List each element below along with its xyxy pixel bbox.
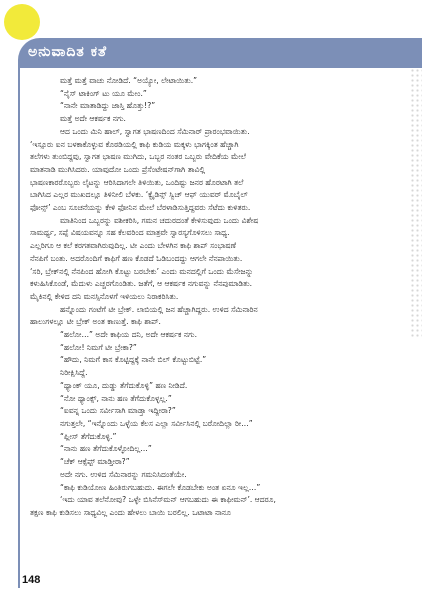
story-paragraph	[30, 431, 406, 444]
text-line: “ನೈಸ್ ಟಾಕಿಂಗ್ ಟು ಯೂ ಮೇಂ.”	[60, 88, 147, 98]
text-line: ಫೋನ್ಸ್’ ಎಂಬ ಸೂಚನೆಯನ್ನು ಕೇಳಿ ಫೋನಿನ ಮೇಲೆ ಬೆರಳಾಡಿಸುತ್ತಿದ್ದವರು ಸೆಟೆದು ಕುಳಿತರು.	[30, 203, 251, 213]
story-paragraph	[30, 405, 406, 418]
story-paragraph	[30, 418, 406, 431]
text-line: ಮೈಕಿನಲ್ಲಿ ಕೇಳಿದ ದನಿ ಮನಸ್ಸಿನೊಳಗೆ ಇಳಿಯಲು ನಿರಾಕರಿಸಿತು.	[30, 291, 179, 301]
text-line: ಎಲ್ಲರಿಗೂ ಆ ಕಲೆ ಕರಗತವಾಗಿರುವುದಿಲ್ಲ. ಟೀ ಎಂದು ಬೇಳಗಿನ ಕಾಫಿ ಶಾಪ್ ಸಂಭಾಷಣೆ	[30, 241, 237, 251]
story-paragraph	[30, 494, 406, 519]
text-line: ತಕ್ಷಣ ಕಾಫಿ ಕುಡಿಸಲು ಸಾಧ್ಯವಿಲ್ಲ ಎಂದು ಹೇಳಲು ಬಾಯಿ ಬರಲಿಲ್ಲ. ಒಟಾಟಾ ನಾನೂ	[30, 507, 231, 517]
story-paragraph	[30, 304, 406, 329]
text-line: ಆದ ಒಂದು ಮಿನಿ ಹಾಲ್, ಸ್ವಾಗತ ಭಾಷಣದಿಂದ ಸೆಮಿನಾರ್ ಪ್ರಾರಂಭವಾಯಿತು.	[60, 126, 250, 136]
right-dot-pattern	[410, 68, 422, 338]
text-line: ಮಾತಿನಿಂದ ಒಬ್ಬರನ್ನು ವಶೀಕರಿಸಿ, ಗಮನ ಚದುರದಂತೆ ಕೇಳಿಸುವುದು ಒಂದು ವಿಶೇಷ	[60, 215, 259, 225]
text-line: ಕಳುಹಿಸಿಕೊಂಡೆ, ಮೆದುಳು ಎಚ್ಚರಗೊಂಡಿತು. ಜತೆಗೆ, ಆ ಆಕರ್ಷಕ ನಗುವನ್ನು ನೆನಪುಮಾಡಿತು.	[30, 279, 253, 289]
text-line: ‘ಇದು ಯಾವ ತಲೆನೋವು? ಒಳ್ಳೇ ಬಿಸಿನೆಸ್‌ಮನ್ ಆಗಬಹುದು ಈ ಕಾಫೀಮನ್’. ಆದರೂ,	[60, 495, 276, 505]
story-paragraph	[30, 443, 406, 456]
story-paragraph	[30, 367, 406, 380]
story-paragraph	[30, 88, 406, 101]
story-paragraph	[30, 215, 406, 304]
text-line: ‘ಇಸ್ಸೂರು ಐನ ಬಳಕಾಕೊಳ್ಳುವ ಕೊಠಡಿಯಲ್ಲಿ ಕಾಫಿ ಕುಡಿಯ ಮಕ್ಕಳು ಭಾಗಕ್ಕಿಂತ ಹೆಚ್ಚಾಗಿ	[30, 139, 239, 149]
text-line: ಸಾಮರ್ಥ್ಯ, ಸಪ್ಪೆ ವಿಷಯವನ್ನೂ ಸಹ ಕೆಲವರಿಂದ ಮಾತ್ರವೇ ಸ್ವಾರಸ್ಯಗೊಳಿಸಲು ಸಾಧ್ಯ.	[30, 228, 230, 238]
left-margin-rule	[18, 68, 20, 588]
text-line: ಹನ್ನೊಂದು ಗಂಟೆಗೆ ಟೀ ಬ್ರೇಕ್. ಲಾಬಿಯಲ್ಲಿ ಜನ ಹೆಚ್ಚಾಗಿದ್ದರು. ಉಳಿದ ಸೆಮಿನಾರಿನ	[60, 304, 258, 314]
text-line: ಹಾಲುಗಳಲ್ಲೂ ಟೀ ಬ್ರೇಕ್ ಅಂತ ಕಾಣುತ್ತೆ. ಕಾಫಿ ಶಾಪ್.	[30, 317, 161, 327]
text-line: “ಕಾಫಿ ಕುಡಿಯೋಣ ಹಿಂತಿರುಗಬಹುದು. ಈಗಲೇ ಕೊಡಬೇಕು ಅಂತ ಏನೂ ಇಲ್ಲ…”	[60, 482, 261, 492]
text-line: “ಚೆಕ್ ಆಕ್ಸೆಪ್ಟ್ ಮಾಡ್ತೀರಾ?”	[60, 457, 130, 467]
text-line: ಅದೇ ನಗು. ಉಳಿದ ಸೆಮಿನಾರನ್ನು ಗಮನಿಸಿದಂತೆಯೇ.	[60, 469, 187, 479]
story-paragraph	[30, 329, 406, 342]
text-line: ಮತ್ತೆ ಅದೇ ಆಕರ್ಷಕ ನಗು.	[60, 114, 126, 124]
text-line: ಮತ್ತೆ ಮತ್ತೆ ವಾಚು ನೋಡಿದೆ. “ಅಯ್ಯೋ, ಲೇಟಾಯಿತು.”	[60, 76, 198, 85]
text-line: “ನಾನೇ ಮಾತಾಡಿದ್ದು ಜಾಸ್ತಿ ಹೊತ್ತು!?”	[60, 101, 156, 111]
story-paragraph	[30, 75, 406, 88]
story-paragraph	[30, 380, 406, 393]
text-line: ನಗುತ್ತಲೇ, “ಇನ್ನೊಂದು ಒಳ್ಳೆಯ ಕೆಲಸ ಎಲ್ಲಾ ಸರ್ವೀಸಿನಲ್ಲಿ ಬರೋದಿಲ್ಲಾ ರೀ…”	[60, 418, 253, 428]
story-paragraph	[30, 393, 406, 406]
story-paragraph	[30, 456, 406, 469]
text-line: ‘ಸರಿ, ಬ್ರೇಕ್‌ನಲ್ಲಿ ನೆನಪಿಂದ ಹೋಗಿ ಕೊಟ್ಟು ಬರಬೇಕು’ ಎಂದು ಮನದಲ್ಲಿಗೆ ಒಂದು ಮೆಸೇಜನ್ನು	[30, 266, 254, 276]
text-line: “ಹಲೋ! ನಿಮಗೆ ಟೀ ಬ್ರೇಕಾ?”	[60, 342, 137, 352]
text-line: “ಹಲೋ…” ಅದೇ ಕಾಫಿಯ ದನಿ, ಅದೇ ಆಕರ್ಷಕ ನಗು.	[60, 330, 198, 340]
yellow-corner-circle	[4, 4, 40, 40]
section-title: ಅನುವಾದಿತ ಕತೆ	[28, 44, 108, 60]
text-line: “ನಾನು ಹಣ ತೆಗೆದುಕೊಳ್ಳೋದಿಲ್ಲ…”	[60, 444, 152, 454]
text-line: “ಐವನ್ನ ಒಂದು ಸರ್ವೀಸಾಗಿ ಮಾಡ್ತಾ ಇದ್ದೀರಾ?”	[60, 406, 176, 416]
story-paragraph	[30, 113, 406, 126]
story-paragraph	[30, 100, 406, 113]
text-line: ಭಾಷಣಕಾರರೊಬ್ಬರು ಲೈಟನ್ನು ಆರಿಸಿದಾಗಲೇ ತಿಳಿಯಿತು, ಒಂದಿಷ್ಟು ಜನರ ಹೊರಟಾಗಿ ತಲೆ	[30, 177, 244, 187]
story-body	[30, 75, 406, 520]
text-line: ತಲೆಗಳು ತುಂಬಿದ್ದವು, ಸ್ವಾಗತ ಭಾಷಣ ಮುಗಿದು, ಒಬ್ಬರ ನಂತರ ಒಬ್ಬರು ವೇದಿಕೆಯ ಮೇಲೆ	[30, 152, 246, 162]
story-paragraph	[30, 469, 406, 482]
text-line: ಮಾತನಾಡಿ ಮುಗಿಸಿದರು. ಯಾವುದೋ ಒಂದು ಪ್ರೆಸೆಂಟೇಷನ್‌ಗಾಗಿ ತಾವಿಲ್ಲಿ	[30, 164, 206, 174]
text-line: “ಥ್ಯಾಂಕ್ ಯೂ, ದುಡ್ಡು ತೆಗೆದುಕೊಳ್ಳಿ” ಹಣ ನೀಡಿದೆ.	[60, 380, 188, 390]
text-line: “ಪ್ಲೀಸ್ ತೆಗೆದುಕೊಳ್ಳಿ.”	[60, 431, 117, 441]
story-paragraph	[30, 354, 406, 367]
page-number: 148	[22, 574, 41, 586]
text-line: “ನೋ ಥ್ಯಾಂಕ್ಸ್, ನಾನು ಹಣ ತೆಗೆದುಕೊಳ್ಳಲ್ಲ.”	[60, 393, 172, 403]
text-line: ನಿರೀಕ್ಷಿಸಿದ್ದೆ.	[60, 368, 88, 378]
story-paragraph	[30, 342, 406, 355]
story-paragraph	[30, 126, 406, 215]
text-line: “ಹೌದು, ನಿಮಗೆ ಕಾಸ ಕೊಟ್ಟಿದ್ದಕ್ಕೆ ನಾನೇ ಬಿಲ್ ಕೊಟ್ಟುಬಿಟ್ಟೆ.”	[60, 355, 207, 365]
text-line: ನೆನಪಿಗೆ ಬಂತು. ಅದರೊಂದಿಗೆ ಕಾಫಿಗೆ ಹಣ ಕೊಡದೆ ಓಡಿಬಂದದ್ದು ಆಗಲೇ ನೆನಪಾಯಿತು.	[30, 253, 243, 263]
story-paragraph	[30, 482, 406, 495]
text-line: ಬಾಗಿಸಿದ ಎಲ್ಲರ ಮುಖದಲ್ಲೂ ತಿಳಿನೀಲಿ ಬೆಳಕು. ‘ಕ್ವೈಡಿನ್ಸ್ ಸ್ವಿಚ್ ಆಫ್ ಯುವರ್ ಮೊಬೈಲ್	[30, 190, 248, 200]
